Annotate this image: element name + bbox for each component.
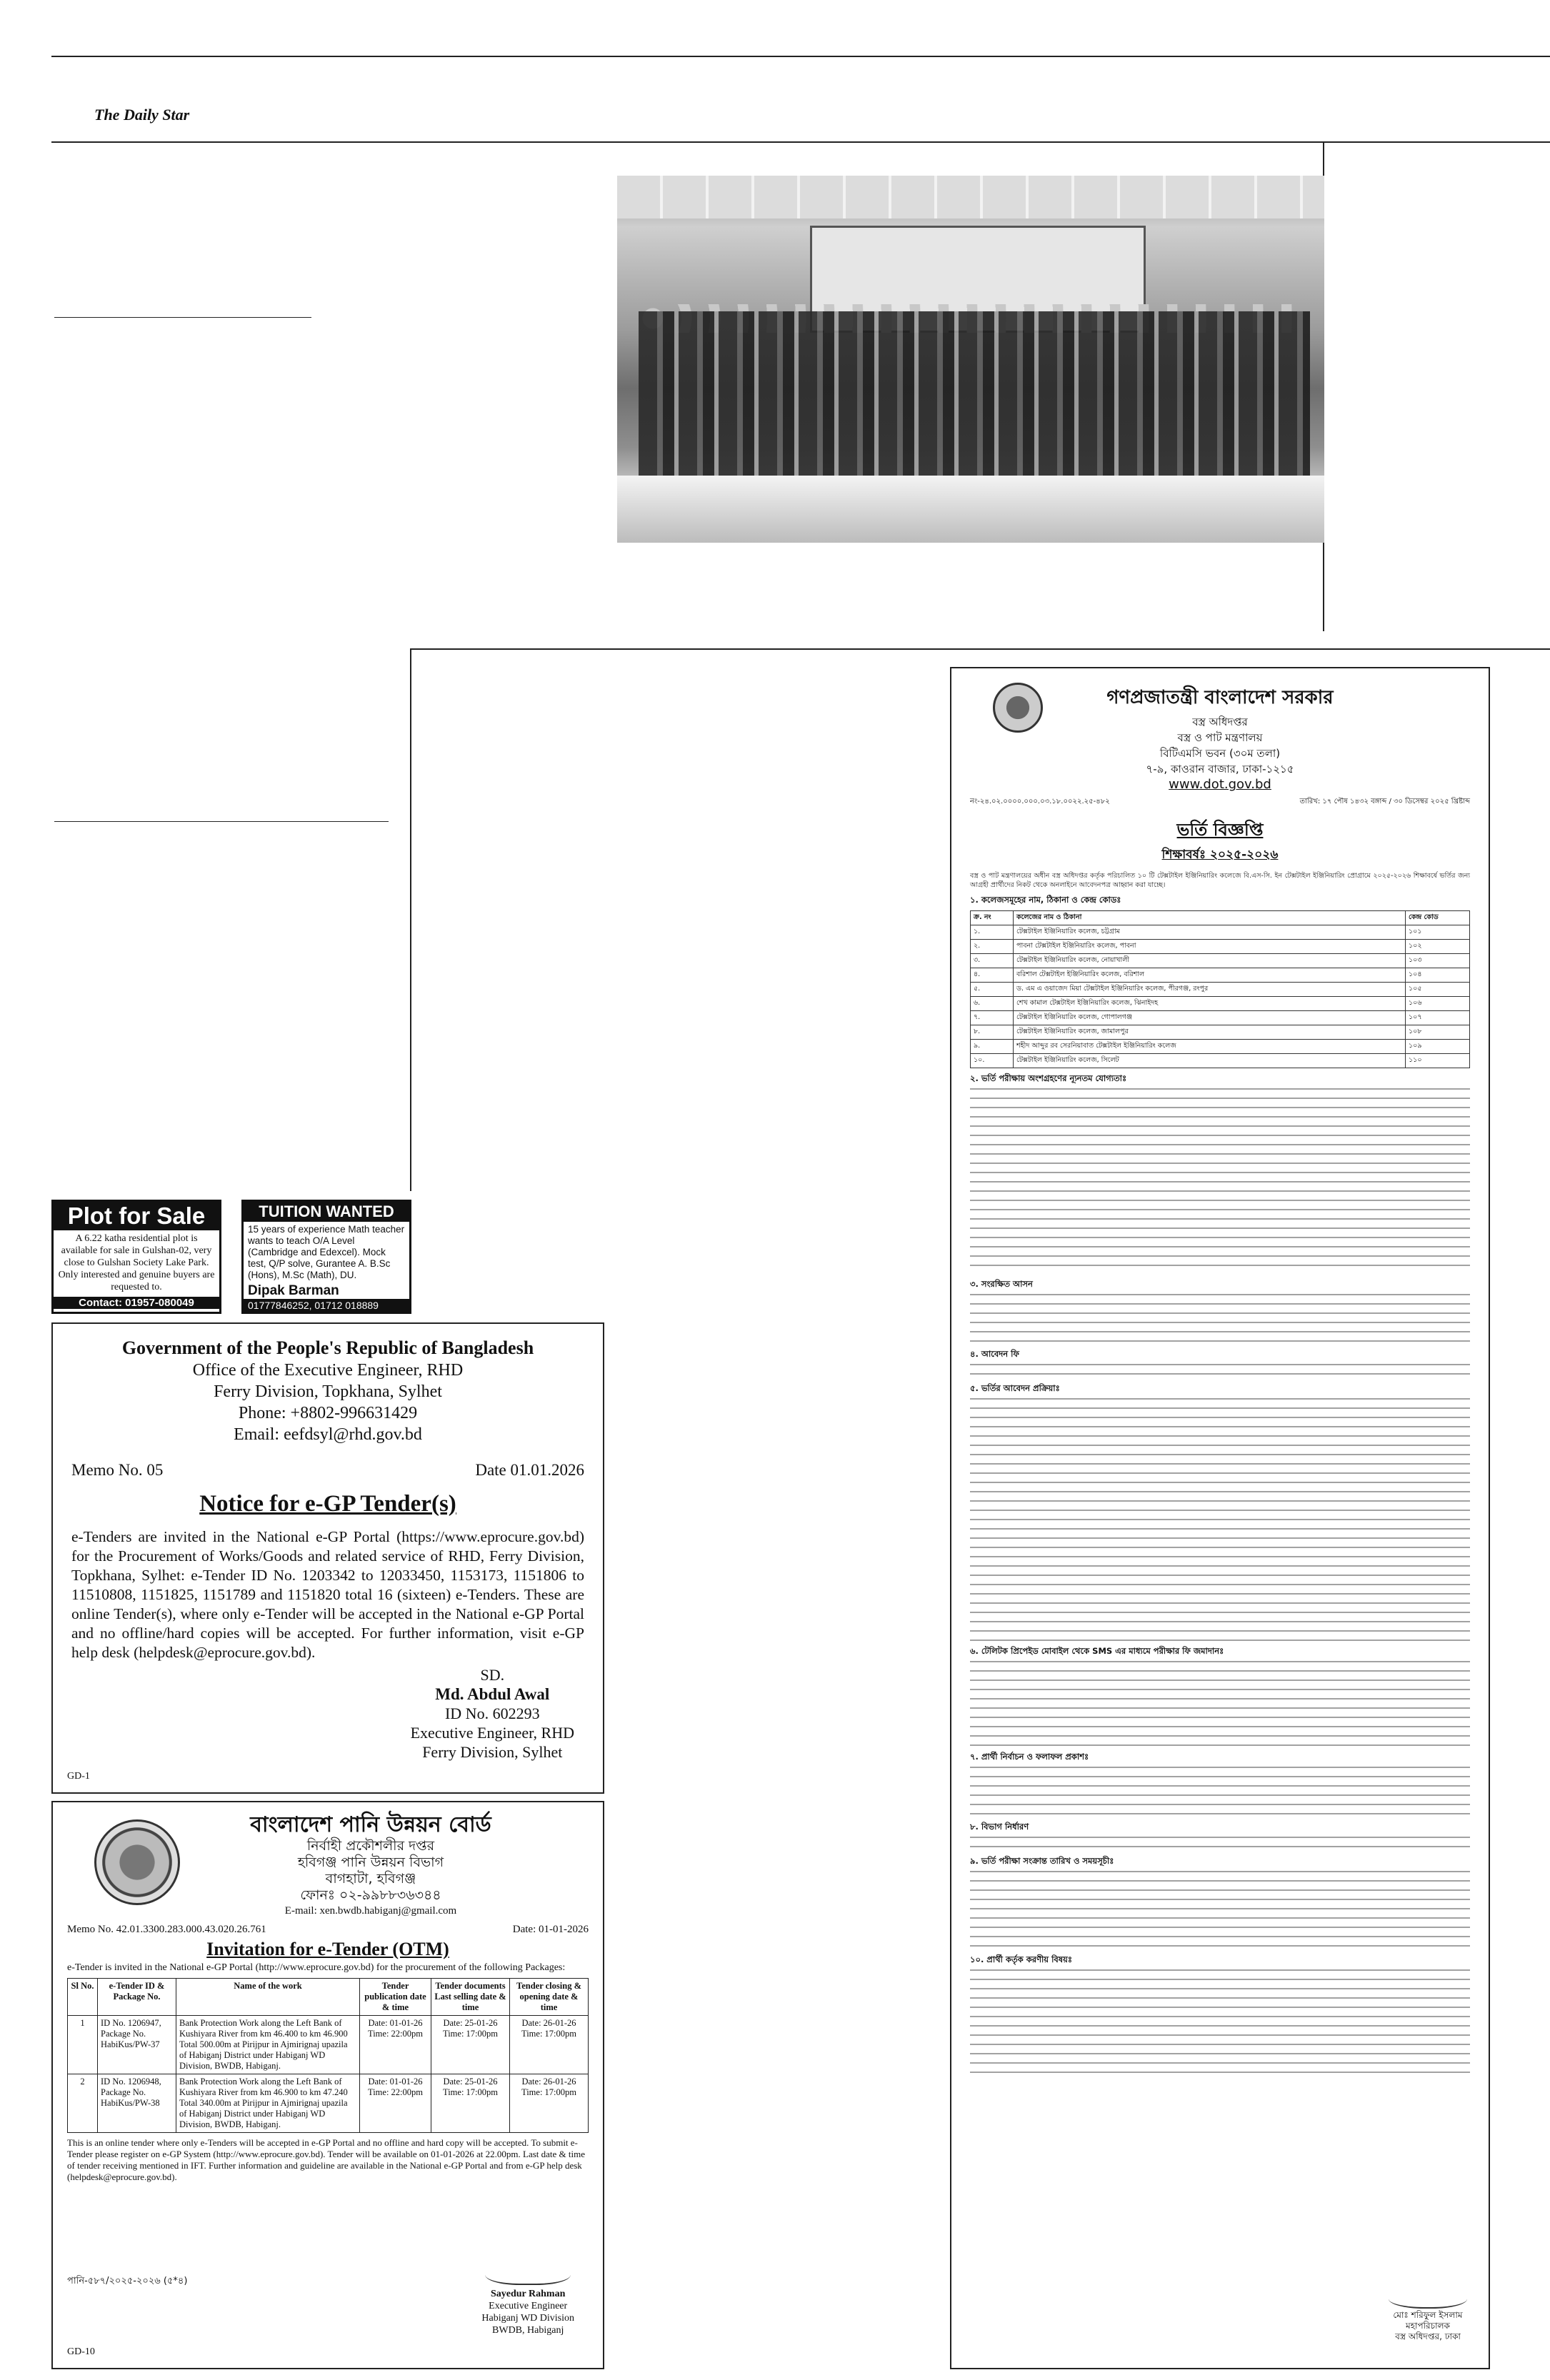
dot-cell: ১. bbox=[971, 925, 1014, 940]
dot-cell: টেক্সটাইল ইঞ্জিনিয়ারিং কলেজ, চট্টগ্রাম bbox=[1014, 925, 1406, 940]
dot-date: তারিখ: ১৭ পৌষ ১৪৩২ বঙ্গাব্দ / ৩০ ডিসেম্বর ২০২৫ খ্রিষ্টাব্দ bbox=[1299, 798, 1470, 805]
dot-text-block bbox=[970, 1837, 1470, 1851]
bwdb-intro: e-Tender is invited in the National e-GP Portal (http://www.eprocure.gov.bd) for the procurement of the following Packages: bbox=[67, 1962, 566, 1973]
bwdb-memo-no: Memo No. 42.01.3300.283.000.43.020.26.761 bbox=[67, 1924, 266, 1935]
dot-cell: ১০৬ bbox=[1406, 997, 1470, 1011]
table-row bbox=[971, 1054, 1470, 1068]
table-row bbox=[971, 954, 1470, 968]
dot-cell: ২. bbox=[971, 940, 1014, 954]
bwdb-cell: Date: 01-01-26 Time: 22:00pm bbox=[360, 2016, 431, 2074]
dot-cell: ১০১ bbox=[1406, 925, 1470, 940]
table-row bbox=[68, 2074, 589, 2133]
plot-ad-contact: Contact: 01957-080049 bbox=[54, 1297, 219, 1309]
dot-schedule-table bbox=[970, 1871, 1470, 1949]
dot-ref-row bbox=[970, 796, 1470, 808]
table-row bbox=[971, 940, 1470, 954]
rhd-sig-name: Md. Abdul Awal bbox=[435, 1685, 550, 1703]
dot-text-block bbox=[970, 1294, 1470, 1344]
dot-cell: ১০৯ bbox=[1406, 1040, 1470, 1054]
dot-college-table bbox=[970, 910, 1470, 1068]
plot-ad-title: Plot for Sale bbox=[54, 1202, 219, 1230]
dot-cell: ১০৫ bbox=[1406, 983, 1470, 997]
bwdb-col-id: e-Tender ID & Package No. bbox=[98, 1979, 176, 2016]
bwdb-col-sl: Sl No. bbox=[68, 1979, 98, 2016]
dot-cell: ১০৮ bbox=[1406, 1025, 1470, 1040]
bwdb-tender-table bbox=[67, 1978, 589, 2133]
dot-text-block bbox=[970, 1661, 1470, 1747]
group-photo bbox=[617, 176, 1324, 543]
dot-cell: বরিশাল টেক্সটাইল ইঞ্জিনিয়ারিং কলেজ, বরিশাল bbox=[1014, 968, 1406, 983]
dot-cell: ৭. bbox=[971, 1011, 1014, 1025]
mid-horizontal-rule bbox=[410, 648, 1550, 650]
dot-text-block bbox=[970, 1364, 1470, 1378]
dot-col-college: কলেজের নাম ও ঠিকানা bbox=[1014, 911, 1406, 925]
bwdb-cell: ID No. 1206947, Package No. HabiKus/PW-37 bbox=[98, 2016, 176, 2074]
photo-people bbox=[639, 311, 1310, 490]
dot-cell: ৫. bbox=[971, 983, 1014, 997]
rhd-memo-no: Memo No. 05 bbox=[71, 1461, 164, 1479]
dot-signature-mark bbox=[1389, 2287, 1467, 2309]
dot-title: ভর্তি বিজ্ঞপ্তি bbox=[1176, 820, 1264, 840]
rhd-notice-title: Notice for e-GP Tender(s) bbox=[199, 1491, 456, 1517]
dot-cell: ১০৭ bbox=[1406, 1011, 1470, 1025]
table-row bbox=[971, 1011, 1470, 1025]
bwdb-col-closing: Tender closing & opening date & time bbox=[510, 1979, 589, 2016]
rhd-government-line: Government of the People's Republic of Bangladesh bbox=[121, 1337, 534, 1358]
bwdb-signature-block bbox=[481, 2259, 574, 2336]
tuition-wanted-ad bbox=[241, 1200, 411, 1314]
dot-intro: বস্ত্র ও পাট মন্ত্রণালয়ের অধীন বস্ত্র অধিদপ্তর কর্তৃক পরিচালিত ১০ টি টেক্সটাইল ইঞ্জিনিয়ারিং কলেজে বি.এস-সি. ইন টেক্সটাইল ইঞ্জিনিয়ারিং প্রোগ্রামে ২০২৫-২০২৬ শিক্ষাবর্ষে ভর্তির জন্য আগ্রহী প্রার্থীদের নিকট থেকে অনলাইনে আবেদনপত্র আহ্বান করা যাচ্ছে। bbox=[970, 872, 1470, 889]
dot-cell: ১০. bbox=[971, 1054, 1014, 1068]
rhd-sig-sd: SD. bbox=[480, 1666, 505, 1684]
dot-cell: ১০৩ bbox=[1406, 954, 1470, 968]
dot-ministry: বস্ত্র ও পাট মন্ত্রণালয় bbox=[1177, 731, 1263, 744]
dot-col-code: কেন্দ্র কোড bbox=[1406, 911, 1470, 925]
bwdb-sig-name: Sayedur Rahman bbox=[490, 2289, 566, 2299]
rhd-sig-title: Executive Engineer, RHD bbox=[410, 1724, 574, 1742]
bwdb-col-work: Name of the work bbox=[176, 1979, 360, 2016]
table-row bbox=[971, 997, 1470, 1011]
dot-cell: ৮. bbox=[971, 1025, 1014, 1040]
dot-section-7: ৭. প্রার্থী নির্বাচন ও ফলাফল প্রকাশঃ bbox=[970, 1752, 1089, 1762]
table-row bbox=[68, 2016, 589, 2074]
dot-cell: টেক্সটাইল ইঞ্জিনিয়ারিং কলেজ, সিলেট bbox=[1014, 1054, 1406, 1068]
dot-signature-block bbox=[1389, 2287, 1467, 2342]
bwdb-memo-row bbox=[67, 1924, 589, 1936]
rhd-tender-notice bbox=[51, 1322, 604, 1794]
bwdb-cell: Date: 26-01-26 Time: 17:00pm bbox=[510, 2016, 589, 2074]
bwdb-phone: ফোনঃ ০২-৯৯৮৮৩৬৩৪৪ bbox=[300, 1887, 441, 1903]
bwdb-email: E-mail: xen.bwdb.habiganj@gmail.com bbox=[284, 1905, 457, 1917]
dot-cell: ৯. bbox=[971, 1040, 1014, 1054]
bwdb-title: Invitation for e-Tender (OTM) bbox=[206, 1939, 449, 1959]
dot-cell: টেক্সটাইল ইঞ্জিনিয়ারিং কলেজ, গোপালগঞ্জ bbox=[1014, 1011, 1406, 1025]
dot-cell: ১০৪ bbox=[1406, 968, 1470, 983]
dot-section-10: ১০. প্রার্থী কর্তৃক করণীয় বিষয়ঃ bbox=[970, 1954, 1073, 1964]
dot-building: বিটিএমসি ভবন (৩০ম তলা) bbox=[1159, 747, 1281, 760]
dot-section-5: ৫. ভর্তির আবেদন প্রক্রিয়াঃ bbox=[970, 1383, 1060, 1393]
bwdb-col-publication: Tender publication date & time bbox=[360, 1979, 431, 2016]
dot-text-block bbox=[970, 1767, 1470, 1817]
dot-section-2: ২. ভর্তি পরীক্ষায় অংশগ্রহণের ন্যূনতম যোগ্যতাঃ bbox=[970, 1073, 1127, 1083]
bwdb-cell: Bank Protection Work along the Left Bank of Kushiyara River from km 46.900 to km 47.240 Total 340.00m at Pirijpur in Ajmirignaj upazila of Habiganj District under Habiganj WD Division, BWDB, Habiganj. bbox=[176, 2074, 360, 2133]
bwdb-logo bbox=[94, 1819, 180, 1905]
tuition-ad-title: TUITION WANTED bbox=[244, 1202, 409, 1222]
dot-cell: ড. এম এ ওয়াজেদ মিয়া টেক্সটাইল ইঞ্জিনিয়ারিং কলেজ, পীরগঞ্জ, রংপুর bbox=[1014, 983, 1406, 997]
bwdb-org-name: বাংলাদেশ পানি উন্নয়ন বোর্ড bbox=[250, 1812, 491, 1837]
rhd-office-line: Office of the Executive Engineer, RHD bbox=[192, 1361, 464, 1380]
table-row bbox=[971, 925, 1470, 940]
rhd-division-line: Ferry Division, Topkhana, Sylhet bbox=[214, 1382, 442, 1401]
dot-section-4: ৪. আবেদন ফি bbox=[970, 1349, 1019, 1359]
rhd-email-line: Email: eefdsyl@rhd.gov.bd bbox=[234, 1425, 422, 1444]
plot-ad-body: A 6.22 katha residential plot is available for sale in Gulshan-02, very close to Gulshan Society Lake Park. Only interested and genuine buyers are requested to. bbox=[58, 1233, 215, 1292]
dot-col-sl: ক্র. নং bbox=[971, 911, 1014, 925]
bwdb-cell: Date: 26-01-26 Time: 17:00pm bbox=[510, 2074, 589, 2133]
photo-table bbox=[617, 476, 1324, 543]
plot-for-sale-ad bbox=[51, 1200, 221, 1314]
rhd-phone-line: Phone: +8802-996631429 bbox=[238, 1404, 418, 1422]
bwdb-cell: Date: 01-01-26 Time: 22:00pm bbox=[360, 2074, 431, 2133]
rhd-sig-id: ID No. 602293 bbox=[444, 1704, 540, 1722]
bwdb-tender-notice bbox=[51, 1801, 604, 2369]
bwdb-cell: Date: 25-01-26 Time: 17:00pm bbox=[431, 2074, 510, 2133]
dot-section-8: ৮. বিভাগ নির্ধারণ bbox=[970, 1822, 1029, 1832]
bwdb-division: হবিগঞ্জ পানি উন্নয়ন বিভাগ bbox=[297, 1854, 444, 1870]
dot-cell: ১০২ bbox=[1406, 940, 1470, 954]
dot-address: ৭-৯, কাওরান বাজার, ঢাকা-১২১৫ bbox=[1146, 763, 1294, 775]
dot-cell: টেক্সটাইল ইঞ্জিনিয়ারিং কলেজ, নোয়াখালী bbox=[1014, 954, 1406, 968]
tuition-ad-phone: 01777846252, 01712 018889 bbox=[244, 1299, 409, 1312]
dot-cell: ৪. bbox=[971, 968, 1014, 983]
bwdb-place: বাগহাটা, হবিগঞ্জ bbox=[325, 1871, 416, 1887]
rhd-gd-code: GD-1 bbox=[67, 1771, 90, 1782]
bwdb-header bbox=[153, 1812, 589, 1918]
bwdb-cell: Date: 25-01-26 Time: 17:00pm bbox=[431, 2016, 510, 2074]
dot-text-block bbox=[970, 1088, 1470, 1274]
rhd-sig-office: Ferry Division, Sylhet bbox=[422, 1743, 563, 1761]
dot-session: শিক্ষাবর্ষঃ ২০২৫-২০২৬ bbox=[1161, 848, 1279, 862]
dot-table-header bbox=[971, 911, 1470, 925]
left-divider-2 bbox=[54, 821, 389, 822]
masthead: The Daily Star bbox=[94, 106, 190, 124]
bwdb-footnote: This is an online tender where only e-Tenders will be accepted in e-GP Portal and no offline and hard copy will be accepted. To submit e-Tender please register on e-GP System (http://www.eprocure.gov.bd). Tender will be available on 01-01-2026 at 22.00pm. Last date & time of tender receiving mentioned in IFT. Further information and guideline are available in the National e-GP Portal and from e-GP help desk (helpdesk@eprocure.gov.bd). bbox=[67, 2137, 586, 2182]
bwdb-cell: Bank Protection Work along the Left Bank of Kushiyara River from km 46.400 to km 46.900 Total 500.00m at Pirijpur in Ajmirignaj upazila of Habiganj District under Habiganj WD Division, BWDB, Habiganj. bbox=[176, 2016, 360, 2074]
dot-logo bbox=[993, 683, 1043, 733]
rhd-notice-body: e-Tenders are invited in the National e-GP Portal (https://www.eprocure.gov.bd) for the Procurement of Works/Goods and related service of RHD, Ferry Division, Topkhana, Sylhet: e-Tender ID No. 1203342 to 12033450, 1153173, 1151806 to 11510808, 1151825, 1151789 and 1151820 total 16 (sixteen) e-Tenders. These are online Tender(s), where only e-Tender will be accepted in the National e-GP Portal and no offline/hard copies will be accepted. For further information, visit e-GP help desk (helpdesk@eprocure.gov.bd). bbox=[71, 1528, 584, 1661]
bwdb-cell: 1 bbox=[68, 2016, 98, 2074]
bwdb-date: Date: 01-01-2026 bbox=[512, 1924, 589, 1935]
dot-cell: ৬. bbox=[971, 997, 1014, 1011]
dot-cell: ১১০ bbox=[1406, 1054, 1470, 1068]
dot-text-block bbox=[970, 1398, 1470, 1641]
dot-cell: পাবনা টেক্সটাইল ইঞ্জিনিয়ারিং কলেজ, পাবনা bbox=[1014, 940, 1406, 954]
dot-sig-title: মহাপরিচালক bbox=[1406, 2321, 1450, 2331]
dot-admission-notice bbox=[950, 667, 1490, 2369]
bwdb-sig-div: Habiganj WD Division bbox=[481, 2313, 574, 2324]
table-row bbox=[971, 983, 1470, 997]
rhd-date: Date 01.01.2026 bbox=[475, 1461, 584, 1479]
dot-section-6: ৬. টেলিটক প্রিপেইড মোবাইল থেকে SMS এর মাধ্যমে পরীক্ষার ফি জমাদানঃ bbox=[970, 1646, 1224, 1656]
bwdb-sig-org: BWDB, Habiganj bbox=[492, 2325, 564, 2336]
dot-section-3: ৩. সংরক্ষিত আসন bbox=[970, 1279, 1033, 1289]
dot-website: www.dot.gov.bd bbox=[1169, 777, 1271, 792]
dot-text-block bbox=[970, 1969, 1470, 2077]
dot-cell: ৩. bbox=[971, 954, 1014, 968]
bwdb-ref-no: পানি-৫৮৭/২০২৫-২০২৬ (৫*৪) bbox=[67, 2276, 188, 2286]
tuition-ad-name: Dipak Barman bbox=[248, 1283, 339, 1298]
bwdb-cell: ID No. 1206948, Package No. HabiKus/PW-38 bbox=[98, 2074, 176, 2133]
bwdb-office: নির্বাহী প্রকৌশলীর দপ্তর bbox=[306, 1838, 435, 1854]
bwdb-signature-mark bbox=[485, 2259, 571, 2285]
dot-ref-no: নং-২৪.০২.০০০০.০০০.০৩.১৮.০০২২.২৫-৪৮২ bbox=[970, 798, 1110, 805]
table-row bbox=[971, 1040, 1470, 1054]
bwdb-col-selling: Tender documents Last selling date & time bbox=[431, 1979, 510, 2016]
dot-cell: টেক্সটাইল ইঞ্জিনিয়ারিং কলেজ, জামালপুর bbox=[1014, 1025, 1406, 1040]
bwdb-sig-title: Executive Engineer bbox=[489, 2301, 568, 2311]
tuition-ad-body: 15 years of experience Math teacher wants to teach O/A Level (Cambridge and Edexcel). Mock test, Q/P solve, Gurantee A. B.Sc (Hons), M.Sc (Math), DU. bbox=[248, 1224, 405, 1280]
photo-ceiling bbox=[617, 176, 1324, 219]
rhd-signature-block bbox=[411, 1665, 574, 1762]
dot-government: গণপ্রজাতন্ত্রী বাংলাদেশ সরকার bbox=[1106, 687, 1334, 708]
dot-section-9: ৯. ভর্তি পরীক্ষা সংক্রান্ত তারিখ ও সময়সূচীঃ bbox=[970, 1856, 1114, 1866]
bwdb-table-header-row bbox=[68, 1979, 589, 2016]
bwdb-cell: 2 bbox=[68, 2074, 98, 2133]
masthead-rule bbox=[51, 141, 1550, 143]
dot-section-1: ১. কলেজসমূহের নাম, ঠিকানা ও কেন্দ্র কোডঃ bbox=[970, 895, 1121, 905]
dot-sig-name: মোঃ শরিফুল ইসলাম bbox=[1393, 2310, 1463, 2320]
dot-cell: শহীদ আব্দুর রব সেরনিয়াবাত টেক্সটাইল ইঞ্জিনিয়ারিং কলেজ bbox=[1014, 1040, 1406, 1054]
rhd-memo-row bbox=[71, 1461, 584, 1480]
left-divider-1 bbox=[54, 317, 311, 318]
dot-cell: শেখ কামাল টেক্সটাইল ইঞ্জিনিয়ারিং কলেজ, ঝিনাইদহ bbox=[1014, 997, 1406, 1011]
dot-department: বস্ত্র অধিদপ্তর bbox=[1192, 715, 1248, 728]
dot-sig-dept: বস্ত্র অধিদপ্তর, ঢাকা bbox=[1395, 2331, 1461, 2341]
bwdb-gd-code: GD-10 bbox=[67, 2346, 95, 2357]
top-rule bbox=[51, 56, 1550, 57]
mid-vertical-rule bbox=[410, 648, 411, 1191]
table-row bbox=[971, 968, 1470, 983]
table-row bbox=[971, 1025, 1470, 1040]
